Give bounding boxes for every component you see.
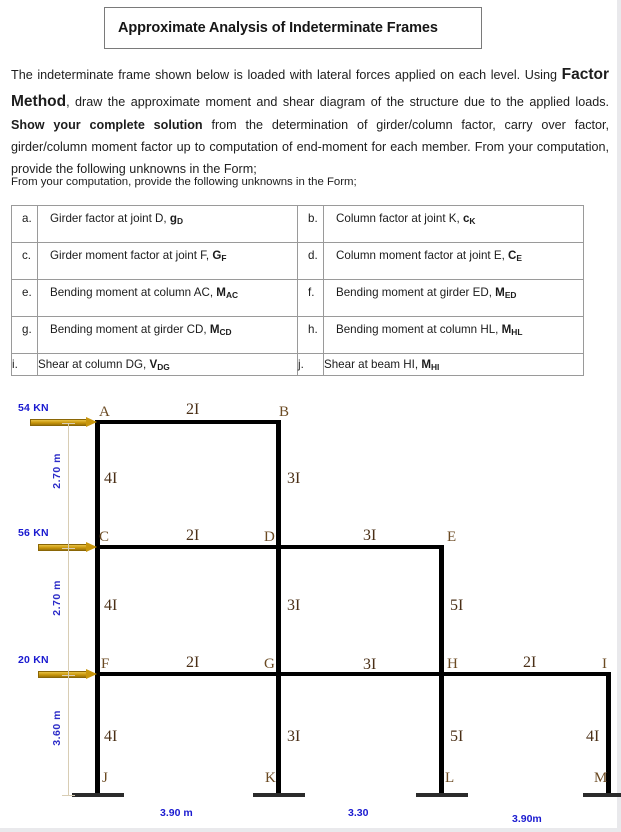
factor-method-emphasis: Factor Method (11, 66, 609, 110)
support-J (72, 793, 124, 797)
joint-label-M: M (594, 770, 608, 786)
joint-label-G: G (264, 656, 275, 672)
show-solution-emphasis: Show your complete solution (11, 118, 203, 133)
row-subscript-j: HI (430, 362, 440, 372)
row-symbol-e: M (216, 286, 226, 299)
intro-paragraph (11, 62, 609, 180)
row-label-c: Girder moment factor at joint F, (50, 249, 213, 262)
row-label-g: Bending moment at girder CD, (50, 323, 210, 336)
inertia-label-column-DG: 3I (287, 597, 301, 614)
dimension-tick-C (62, 548, 75, 549)
joint-label-A: A (99, 404, 110, 420)
row-label-e: Bending moment at column AC, (50, 286, 217, 299)
row-subscript-a: D (176, 216, 183, 226)
support-M (583, 793, 621, 797)
form-instruction-line: From your computation, provide the following unknowns in the Form; (11, 176, 357, 188)
column-FJ (95, 672, 100, 796)
inertia-label-beam-DE: 3I (363, 527, 377, 544)
inertia-label-column-FJ: 4I (104, 728, 118, 745)
load-label-20kn: 20 KN (18, 654, 49, 666)
inertia-label-column-AC: 4I (104, 470, 118, 487)
row-symbol-b: c (462, 212, 470, 225)
beam-CDE (95, 545, 444, 549)
row-index-d: d. (298, 243, 324, 280)
row-symbol-j: M (421, 358, 431, 371)
row-text-b (324, 206, 584, 243)
row-index-i: i. (12, 354, 38, 376)
row-index-e: e. (12, 280, 38, 317)
inertia-label-column-HL: 5I (450, 728, 464, 745)
row-subscript-b: K (469, 216, 476, 226)
row-symbol-f: M (495, 286, 505, 299)
row-symbol-d: C (508, 249, 517, 262)
page-title: Approximate Analysis of Indeterminate Frames (118, 20, 438, 36)
joint-label-E: E (447, 529, 457, 545)
inertia-label-beam-HI: 2I (523, 654, 537, 671)
joint-label-H: H (447, 656, 458, 672)
row-text-d (324, 243, 584, 280)
joint-label-I: I (602, 656, 607, 672)
table-row (12, 354, 584, 376)
frame-diagram (0, 385, 621, 832)
table-row (12, 280, 584, 317)
column-HL (439, 672, 444, 796)
inertia-label-column-EH: 5I (450, 597, 464, 614)
dimension-tick-A (62, 423, 75, 424)
joint-label-F: F (101, 656, 110, 672)
dimension-tick-F (62, 675, 75, 676)
beam-FGHI (95, 672, 611, 676)
dimension-label-bay-3: 3.90m (512, 813, 542, 825)
joint-label-D: D (264, 529, 275, 545)
row-index-j: j. (298, 354, 324, 376)
inertia-label-column-BD: 3I (287, 470, 301, 487)
row-text-i (38, 354, 298, 376)
beam-AB (95, 420, 281, 424)
support-K (253, 793, 305, 797)
table-row (12, 317, 584, 354)
row-subscript-e: AC (225, 290, 239, 300)
joint-label-K: K (265, 770, 276, 786)
dimension-label-bay-2: 3.30 (348, 807, 369, 819)
row-text-g (38, 317, 298, 354)
intro-text-2: , draw the approximate moment and shear diagram of the structure due to the applied loads. (66, 94, 609, 109)
column-DG (276, 545, 281, 676)
intro-text-1: The indeterminate frame shown below is loaded with lateral forces applied on each level. Using (11, 68, 562, 82)
row-subscript-i: DG (157, 362, 170, 372)
column-CF (95, 545, 100, 676)
row-label-a: Girder factor at joint D, (50, 212, 170, 225)
inertia-label-beam-FG: 2I (186, 654, 200, 671)
row-text-c (38, 243, 298, 280)
row-symbol-g: M (209, 323, 220, 336)
joint-label-B: B (279, 404, 290, 420)
row-subscript-c: F (221, 253, 227, 263)
row-label-f: Bending moment at girder ED, (336, 286, 496, 299)
row-symbol-h: M (501, 323, 512, 336)
row-text-e (38, 280, 298, 317)
joint-label-C: C (99, 529, 110, 545)
inertia-label-beam-AB: 2I (186, 401, 200, 418)
row-subscript-d: E (516, 253, 523, 263)
support-L (416, 793, 468, 797)
dimension-label-storey-1: 2.70 m (51, 453, 63, 489)
row-text-f (324, 280, 584, 317)
dimension-label-bay-1: 3.90 m (160, 807, 193, 819)
row-label-b: Column factor at joint K, (336, 212, 463, 225)
intro-text-3: from the determination of girder/column factor, carry over factor, girder/column moment factor up to computation of end-moment for each member. From your computation, provide the following unknowns in the Form; (11, 118, 609, 176)
row-text-a (38, 206, 298, 243)
joint-label-J: J (102, 770, 108, 786)
dimension-label-storey-3: 3.60 m (51, 710, 63, 746)
title-box (104, 7, 482, 49)
inertia-label-beam-CD: 2I (186, 527, 200, 544)
row-symbol-a: g (169, 212, 177, 225)
row-subscript-f: ED (504, 290, 517, 300)
row-subscript-g: CD (219, 327, 232, 337)
inertia-label-column-CF: 4I (104, 597, 118, 614)
dimension-tick-J (62, 795, 75, 796)
row-label-d: Column moment factor at joint E, (336, 249, 509, 262)
row-symbol-i: V (149, 358, 158, 371)
table-row (12, 243, 584, 280)
joint-label-L: L (445, 770, 455, 786)
column-BD (276, 420, 281, 549)
column-EH (439, 545, 444, 676)
table-row (12, 206, 584, 243)
unknowns-table (11, 205, 584, 376)
row-index-f: f. (298, 280, 324, 317)
inertia-label-column-IM: 4I (586, 728, 600, 745)
column-GK (276, 672, 281, 796)
load-label-56kn: 56 KN (18, 527, 49, 539)
row-index-h: h. (298, 317, 324, 354)
dimension-line-vertical (68, 423, 69, 796)
row-text-j (324, 354, 584, 376)
row-index-b: b. (298, 206, 324, 243)
row-index-a: a. (12, 206, 38, 243)
row-label-i: Shear at column DG, (38, 358, 150, 371)
row-label-h: Bending moment at column HL, (336, 323, 502, 336)
row-index-g: g. (12, 317, 38, 354)
row-symbol-c: G (212, 249, 222, 262)
inertia-label-column-GK: 3I (287, 728, 301, 745)
row-label-j: Shear at beam HI, (324, 358, 422, 371)
dimension-label-storey-2: 2.70 m (51, 580, 63, 616)
load-label-54kn: 54 KN (18, 402, 49, 414)
row-text-h (324, 317, 584, 354)
row-subscript-h: HL (511, 327, 523, 337)
inertia-label-beam-GH: 3I (363, 656, 377, 673)
row-index-c: c. (12, 243, 38, 280)
